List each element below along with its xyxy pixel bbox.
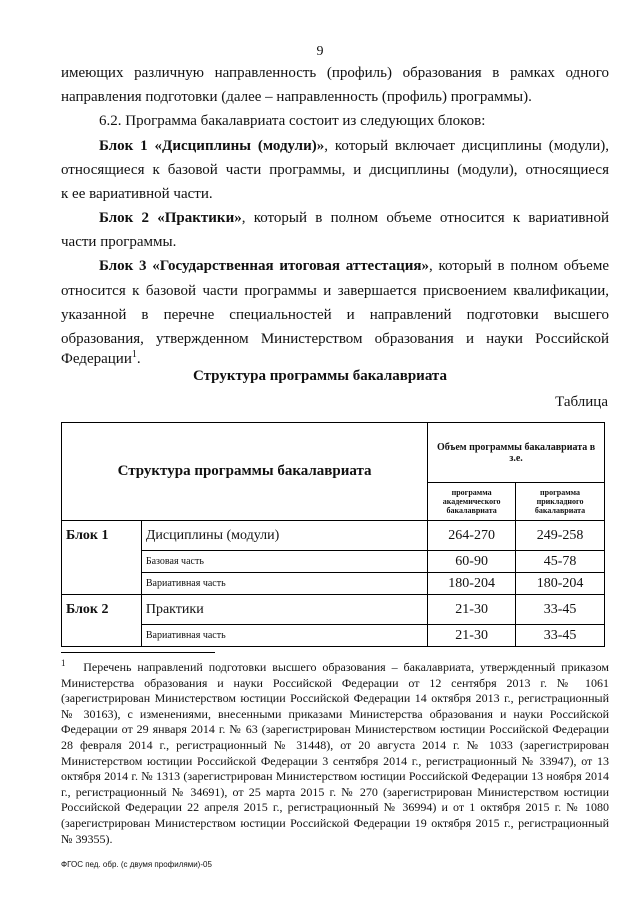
body-line [99,112,485,130]
header-academic: программа академического бакалавриата [428,483,516,521]
cell-applied: 45-78 [516,551,605,573]
body-text-run: . [136,351,141,367]
header-structure: Структура программы бакалавриата [62,423,428,521]
table-row [62,625,605,647]
cell-applied: 180-204 [516,573,605,595]
cell-applied: 249-258 [516,521,605,551]
body-text-run: указанной в перечне специальностей и направлений подготовки высшего [61,307,609,323]
cell-academic: 60-90 [428,551,516,573]
body-line [61,185,213,203]
cell-name: Вариативная часть [141,625,427,647]
cell-block [62,625,142,647]
body-text-run: относящиеся к базовой части программы, и дисциплины (модули), относящиеся [61,162,609,178]
body-line [61,88,532,106]
cell-name: Дисциплины (модули) [141,521,427,551]
page-number: 9 [316,44,324,59]
body-text-run: 6.2. Программа бакалавриата состоит из следующих блоков: [99,113,486,129]
body-text-run: , который включает дисциплины (модули), [324,138,610,154]
cell-block [62,551,142,573]
cell-block: Блок 1 [62,521,142,551]
body-text-run: , который в полном объеме [429,258,609,274]
body-text-run: части программы. [61,234,177,250]
body-text-run: , который в полном объеме относится к вариативной [241,210,609,226]
table-caption: Таблица [555,394,608,410]
footnote-marker: 1 [61,658,66,668]
cell-academic: 21-30 [428,625,516,647]
body-text-run: относится к базовой части программы и завершается присвоением квалификации, [61,283,609,299]
footnote-ref: 1 [131,349,137,360]
footnote [61,656,609,847]
body-line [99,137,609,155]
body-line [61,330,609,348]
body-line [61,233,176,251]
table-row [62,551,605,573]
body-line [99,257,609,275]
cell-block [62,573,142,595]
body-text-run: направления подготовки (далее – направленность (профиль) программы). [61,89,532,105]
body-line [61,306,609,324]
page-footer: ФГОС пед. обр. (с двумя профилями)-05 [61,860,212,869]
body-text-run: Блок 2 «Практики» [99,210,242,226]
body-text-run: имеющих различную направленность (профиль) образования в рамках одного [61,65,609,81]
section-title: Структура программы бакалавриата [193,368,447,384]
cell-academic: 180-204 [428,573,516,595]
table-row [62,595,605,625]
cell-name: Практики [141,595,427,625]
cell-name: Базовая часть [141,551,427,573]
cell-applied: 33-45 [516,625,605,647]
body-text-run: к ее вариативной части. [61,186,213,202]
header-volume: Объем программы бакалавриата в з.е. [428,423,605,483]
header-applied: программа прикладного бакалавриата [516,483,605,521]
table-row [62,521,605,551]
body-text-run: образования, утвержденном Министерством образования и науки Российской [61,331,609,347]
body-text-run: Блок 3 «Государственная итоговая аттестация» [99,258,430,274]
table-row [62,573,605,595]
cell-applied: 33-45 [516,595,605,625]
cell-name: Вариативная часть [141,573,427,595]
footnote-text: Перечень направлений подготовки высшего образования – бакалавриата, утвержденный приказом Министерства образования и науки Российской Федерации от 12 сентября 2013 г. № 1061 (зарегистрирован Министерством юстиции Российской Федерации 14 октября 2013 г., регистрационный № 30163), с изменениями, внесенными приказами Министерства образования и науки Российской Федерации от 29 января 2014 г. № 63 (зарегистрирован Министерством юстиции Российской Федерации 28 февраля 2014 г., регистрационный № 31448), от 20 августа 2014 г. № 1033 (зарегистрирован Министерством юстиции Российской Федерации 3 сентября 2014 г., регистрационный № 33947), от 13 октября 2014 г. № 1313 (зарегистрирован Министерством юстиции Российской Федерации 13 ноября 2014 г., регистрационный № 34691), от 25 марта 2015 г. № 270 (зарегистрирован Министерством юстиции Российской Федерации 22 апреля 2015 г., регистрационный № 36994) и от 1 октября 2015 г. № 1080 (зарегистрирован Министерством юстиции Российской Федерации 19 октября 2015 г., регистрационный № 39355). [61,660,609,846]
body-line [99,209,609,227]
cell-academic: 264-270 [428,521,516,551]
body-line [61,64,609,82]
body-text-run: Федерации [61,351,132,367]
body-line [61,161,609,179]
body-line [61,282,609,300]
cell-block: Блок 2 [62,595,142,625]
body-text-run: Блок 1 «Дисциплины (модули)» [99,138,325,154]
body-line [61,346,141,368]
program-structure-table [61,422,605,647]
footnote-divider [61,652,215,653]
cell-academic: 21-30 [428,595,516,625]
